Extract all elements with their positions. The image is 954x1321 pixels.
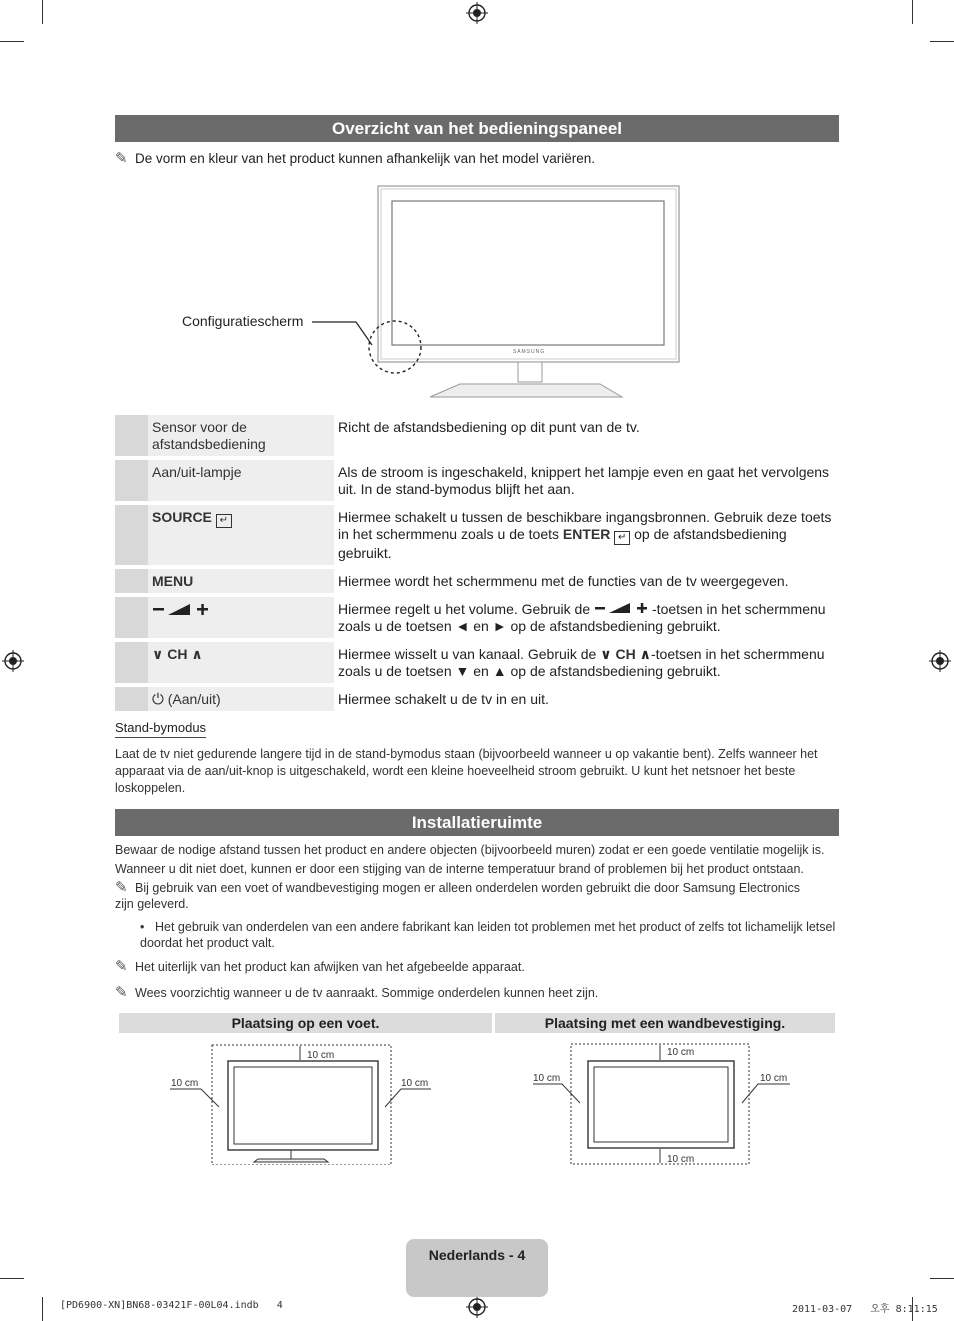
pencil-note-icon: ✎ xyxy=(115,984,128,1001)
power-icon: ⏻ xyxy=(152,691,164,708)
bullet-icon: • xyxy=(140,920,145,934)
table-row: ∨ CH ∧ Hiermee wisselt u van kanaal. Gebruik de ∨ CH ∧-toetsen in het schermmenu zoals u de toetsen ▼ en ▲ op de afstandsbediening gebruikt. xyxy=(115,642,839,683)
pencil-note-icon: ✎ xyxy=(115,879,128,896)
source-enter-icon: ↵ xyxy=(216,514,232,528)
table-row xyxy=(115,460,839,501)
table-row: ⏻ (Aan/uit) Hiermee schakelt u de tv in en uit. xyxy=(115,687,839,711)
installation-intro: Bewaar de nodige afstand tussen het product en andere objecten (bijvoorbeeld muren) zodat er een goede ventilatie mogelijk is. Wanneer u dit niet doet, kunnen er door een stijging van de interne temperatuur brand of problemen bij het product ontstaan. xyxy=(115,843,825,876)
distance-label: 10 cm xyxy=(667,1154,695,1165)
registration-mark-icon xyxy=(2,650,24,672)
control-name: Aan/uit-lampje xyxy=(148,460,334,501)
volume-minus-plus-icon xyxy=(152,601,212,617)
tv-illustration xyxy=(170,180,690,405)
control-desc: Hiermee schakelt u de tv in en uit. xyxy=(338,691,549,707)
print-file-info: [PD6900-XN]BN68-03421F-00L04.indb 4 xyxy=(60,1300,283,1311)
control-table xyxy=(115,411,839,715)
note: ✎ Het uiterlijk van het product kan afwijken van het afgebeelde apparaat. xyxy=(115,958,525,975)
tv-brand-logo: SAMSUNG xyxy=(512,349,546,355)
crop-mark xyxy=(0,41,24,42)
callout-label: Configuratiescherm xyxy=(182,313,304,329)
section-title-installation-space: Installatieruimte xyxy=(115,809,839,836)
registration-mark-icon xyxy=(929,650,951,672)
volume-minus-plus-icon xyxy=(594,601,652,615)
section-title-control-panel: Overzicht van het bedieningspaneel xyxy=(115,115,839,142)
wall-clearance-diagram xyxy=(530,1040,795,1165)
table-row xyxy=(115,415,839,456)
control-desc: Hiermee wordt het schermmenu met de functies van de tv weergegeven. xyxy=(338,573,789,589)
note: ✎ Wees voorzichtig wanneer u de tv aanraakt. Sommige onderdelen kunnen heet zijn. xyxy=(115,984,599,1001)
control-desc: Als de stroom is ingeschakeld, knippert het lampje even en gaat het vervolgens uit. In de stand-bymodus blijft het aan. xyxy=(338,464,830,497)
pencil-note-icon: ✎ xyxy=(115,150,128,167)
enter-icon: ↵ xyxy=(614,531,630,545)
stand-clearance-diagram xyxy=(160,1040,450,1165)
crop-mark xyxy=(930,41,954,42)
note: ✎ De vorm en kleur van het product kunnen afhankelijk van het model variëren. xyxy=(115,150,596,167)
table-row: Hiermee regelt u het volume. Gebruik de -toetsen in het schermmenu zoals u de toetsen ◄ en ► op de afstandsbediening gebruikt. xyxy=(115,597,839,638)
crop-mark xyxy=(912,0,913,24)
pencil-note-icon: ✎ xyxy=(115,958,128,975)
distance-label: 10 cm xyxy=(760,1073,788,1084)
distance-label: 10 cm xyxy=(307,1050,335,1061)
table-row xyxy=(115,569,839,593)
registration-mark-icon xyxy=(466,1296,488,1318)
bullet-item: • Het gebruik van onderdelen van een andere fabrikant kan leiden tot problemen met het product of zelfs tot lichamelijk letsel doordat het product valt. xyxy=(140,920,836,950)
note: ✎ Bij gebruik van een voet of wandbevestiging mogen er alleen onderdelen worden gebruikt die door Samsung Electronics zijn geleverd. xyxy=(115,879,800,911)
distance-label: 10 cm xyxy=(401,1078,429,1089)
chevron-up-icon: ∧ xyxy=(639,646,651,662)
distance-label: 10 cm xyxy=(171,1078,199,1089)
caption-stand: Plaatsing op een voet. xyxy=(119,1013,492,1033)
crop-mark xyxy=(0,1278,24,1279)
print-timestamp: 2011-03-07 오후 8:11:15 xyxy=(792,1304,938,1315)
chevron-up-icon: ∧ xyxy=(191,646,203,662)
control-name: Sensor voor de afstandsbediening xyxy=(148,415,334,456)
chevron-down-icon: ∨ xyxy=(152,646,164,662)
page-number: Nederlands - 4 xyxy=(428,1247,526,1263)
table-row: SOURCE ↵ Hiermee schakelt u tussen de beschikbare ingangsbronnen. Gebruik deze toets in het schermmenu zoals u de toets ENTER ↵ op de afstandsbediening gebruikt. xyxy=(115,505,839,565)
crop-mark xyxy=(42,1297,43,1321)
crop-mark xyxy=(930,1278,954,1279)
caption-wall: Plaatsing met een wandbevestiging. xyxy=(495,1013,835,1033)
control-name: SOURCE xyxy=(152,509,212,525)
crop-mark xyxy=(42,0,43,24)
standby-text: Laat de tv niet gedurende langere tijd in de stand-bymodus staan (bijvoorbeeld wanneer u op vakantie bent). Zelfs wanneer het apparaat via de aan/uit-knop is uitgeschakeld, wordt een kleine hoeveelheid stroom gebruikt. U kunt het netsnoer het beste loskoppelen. xyxy=(115,747,818,795)
control-name: MENU xyxy=(152,573,194,589)
standby-heading: Stand-bymodus xyxy=(115,720,206,738)
registration-mark-icon xyxy=(466,2,488,24)
chevron-down-icon: ∨ xyxy=(600,646,612,662)
distance-label: 10 cm xyxy=(533,1073,561,1084)
distance-label: 10 cm xyxy=(667,1047,695,1058)
control-desc: Richt de afstandsbediening op dit punt van de tv. xyxy=(338,419,640,435)
